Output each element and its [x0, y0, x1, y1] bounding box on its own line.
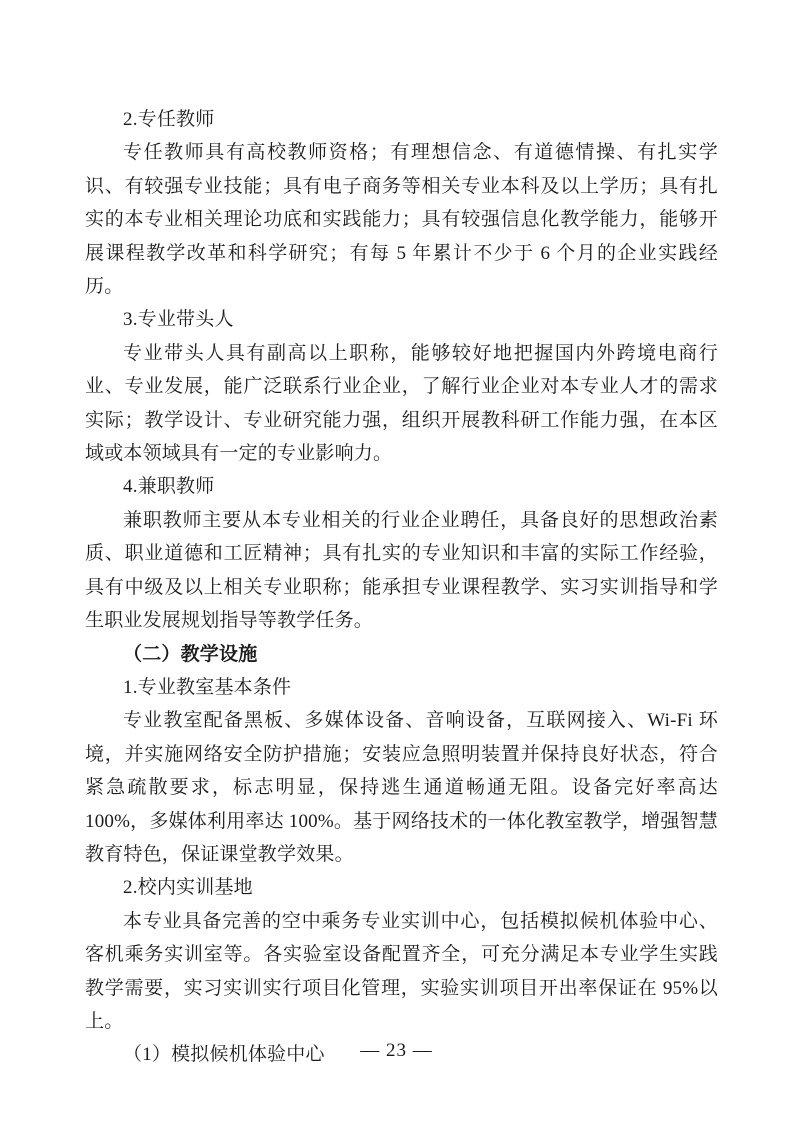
- page-number-footer: — 23 —: [360, 1040, 433, 1061]
- document-body: [85, 103, 718, 1072]
- body-paragraph: 本专业具备完善的空中乘务专业实训中心，包括模拟候机体验中心、客机乘务实训室等。各实验室设备配置齐全，可充分满足本专业学生实践教学需要，实习实训实行项目化管理，实验实训项目开出率保证在 95%以上。: [85, 910, 718, 1032]
- body-paragraph: 专业教室配备黑板、多媒体设备、音响设备，互联网接入、Wi-Fi 环境，并实施网络安全防护措施；安装应急照明装置并保持良好状态，符合紧急疏散要求，标志明显，保持逃生通道畅通无阻。设备完好率高达 100%，多媒体利用率达 100%。基于网络技术的一体化教室教学，增强智慧教育特色，保证课堂教学效果。: [85, 710, 718, 865]
- subsection-heading: 2.校内实训基地: [123, 877, 253, 899]
- body-paragraph: 兼职教师主要从本专业相关的行业企业聘任，具备良好的思想政治素质、职业道德和工匠精神；具有扎实的专业知识和丰富的实际工作经验，具有中级及以上相关专业职称；能承担专业课程教学、实习实训指导和学生职业发展规划指导等教学任务。: [85, 509, 718, 632]
- section-heading: （二）教学设施: [123, 643, 258, 665]
- subsection-heading: （1）模拟候机体验中心: [123, 1044, 325, 1066]
- subsection-heading: 1.专业教室基本条件: [123, 676, 292, 698]
- body-paragraph: 专任教师具有高校教师资格；有理想信念、有道德情操、有扎实学识、有较强专业技能；具有电子商务等相关专业本科及以上学历；具有扎实的本专业相关理论功底和实践能力；具有较强信息化教学能力，能够开展课程教学改革和科学研究；有每 5 年累计不少于 6 个月的企业实践经历。: [85, 142, 718, 298]
- subsection-heading: 3.专业带头人: [123, 309, 234, 331]
- body-paragraph: 专业带头人具有副高以上职称，能够较好地把握国内外跨境电商行业、专业发展，能广泛联系行业企业，了解行业企业对本专业人才的需求实际；教学设计、专业研究能力强，组织开展教科研工作能力强，在本区域或本领域具有一定的专业影响力。: [85, 342, 718, 465]
- subsection-heading: 2.专任教师: [123, 109, 215, 130]
- subsection-heading: 4.兼职教师: [123, 476, 215, 498]
